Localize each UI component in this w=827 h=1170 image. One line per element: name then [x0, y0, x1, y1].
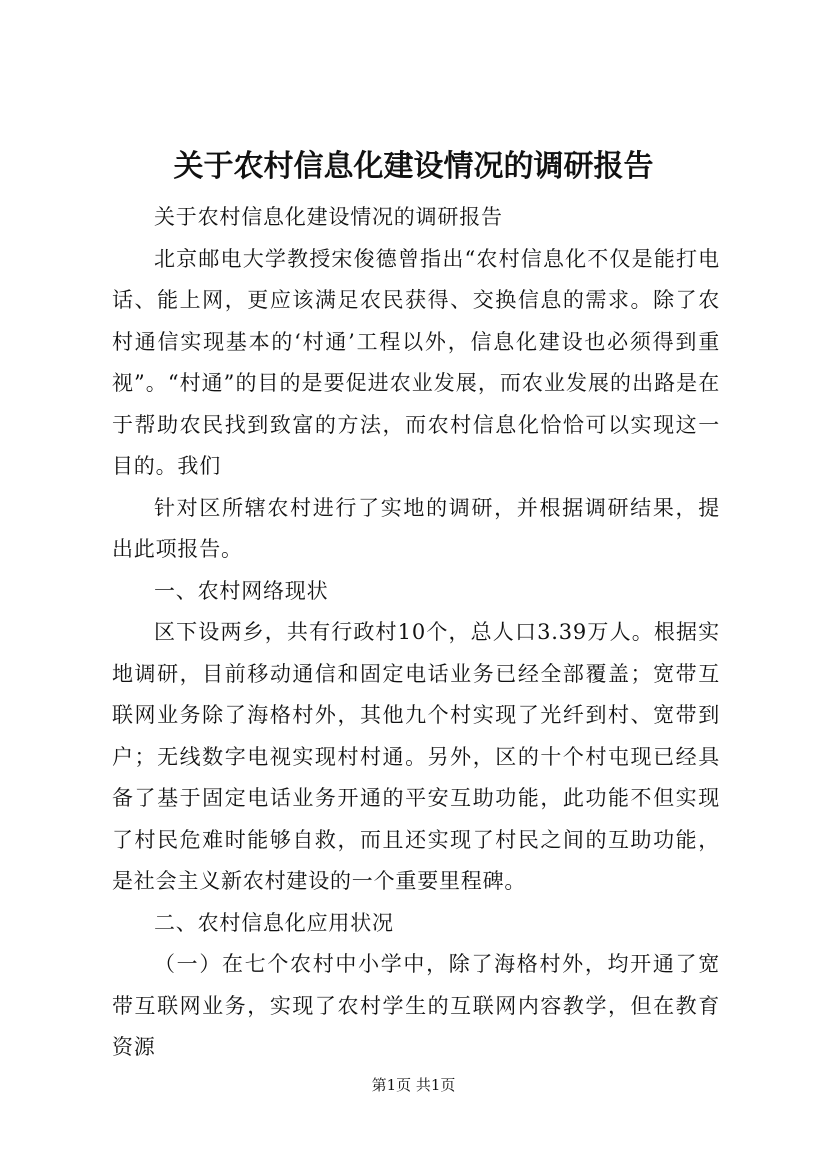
document-title: 关于农村信息化建设情况的调研报告: [173, 149, 654, 184]
paragraph-survey: 针对区所辖农村进行了实地的调研，并根据调研结果，提出此项报告。: [112, 495, 720, 561]
document-body: [112, 197, 720, 1069]
paragraph-intro: 北京邮电大学教授宋俊德曾指出“农村信息化不仅是能打电话、能上网，更应该满足农民获得、交换信息的需求。除了农村通信实现基本的‘村通’工程以外，信息化建设也必须得到重视”。“村通”的目的是要促进农业发展，而农业发展的出路是在于帮助农民找到致富的方法，而农村信息化恰恰可以实现这一目的。我们: [112, 246, 720, 478]
paragraph-network-status: 区下设两乡，共有行政村10个，总人口3.39万人。根据实地调研，目前移动通信和固定电话业务已经全部覆盖；宽带互联网业务除了海格村外，其他九个村实现了光纤到村、宽带到户；无线数字电视实现村村通。另外，区的十个村屯现已经具备了基于固定电话业务开通的平安互助功能，此功能不但实现了村民危难时能够自救，而且还实现了村民之间的互助功能，是社会主义新农村建设的一个重要里程碑。: [112, 620, 720, 893]
section-heading-network: 一、农村网络现状: [154, 578, 329, 603]
page-number: 第1页 共1页: [371, 1076, 456, 1094]
paragraph-subtitle: 关于农村信息化建设情况的调研报告: [154, 205, 503, 229]
section-heading-application: 二、农村信息化应用状况: [154, 910, 394, 935]
paragraph-education: （一）在七个农村中小学中，除了海格村外，均开通了宽带互联网业务，实现了农村学生的互联网内容教学，但在教育资源: [112, 952, 720, 1059]
